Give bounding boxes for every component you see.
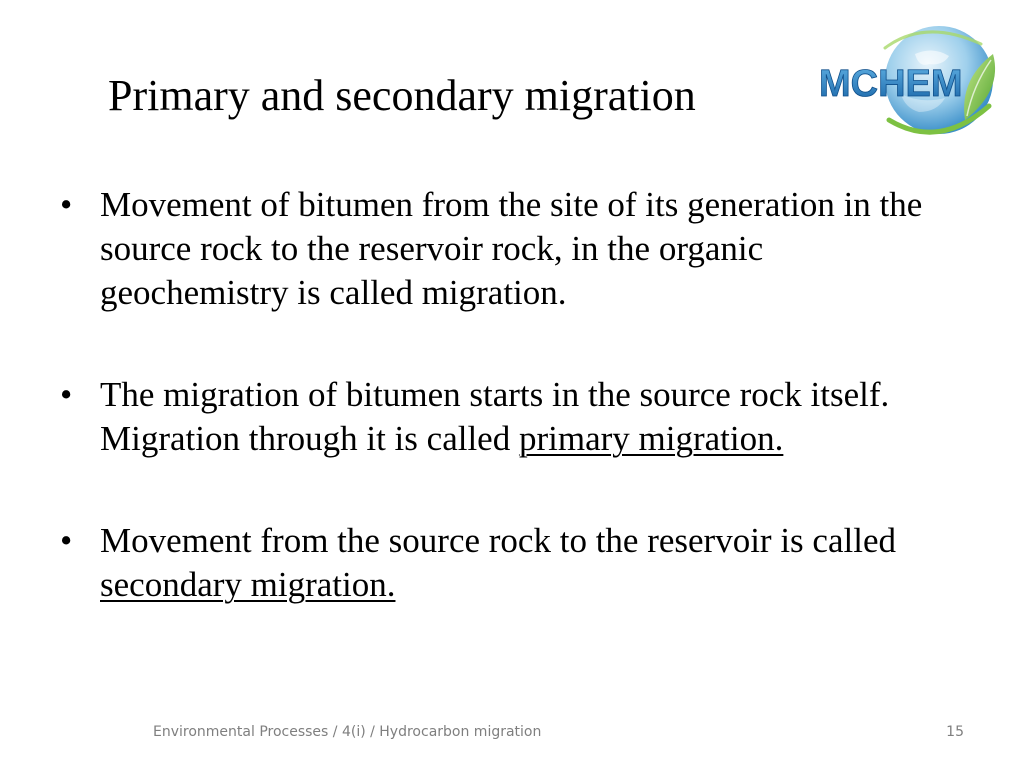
bullet-item-1 bbox=[60, 183, 960, 315]
bullet-text: The migration of bitumen starts in the source rock itself. Migration through it is called bbox=[100, 375, 890, 458]
bullet-item-2 bbox=[60, 373, 960, 461]
bullet-symbol: • bbox=[60, 375, 73, 414]
bullet-symbol: • bbox=[60, 521, 73, 560]
logo-text: MCHEM bbox=[819, 63, 963, 105]
underlined-term-secondary-migration: secondary migration. bbox=[100, 565, 396, 604]
bullet-list bbox=[60, 183, 960, 665]
bullet-item-3 bbox=[60, 519, 960, 607]
underlined-term-primary-migration: primary migration. bbox=[518, 419, 784, 458]
bullet-text: Movement of bitumen from the site of its generation in the source rock to the reservoir rock, in the organic geochemistry is called migration. bbox=[100, 185, 923, 312]
bullet-symbol: • bbox=[60, 185, 73, 224]
bullet-text: Movement from the source rock to the reservoir is called bbox=[100, 521, 896, 560]
slide-footer: Environmental Processes / 4(i) / Hydrocarbon migration bbox=[153, 724, 542, 740]
mchem-logo bbox=[815, 24, 1003, 140]
slide-number: 15 bbox=[946, 724, 964, 740]
slide-title: Primary and secondary migration bbox=[108, 71, 696, 120]
